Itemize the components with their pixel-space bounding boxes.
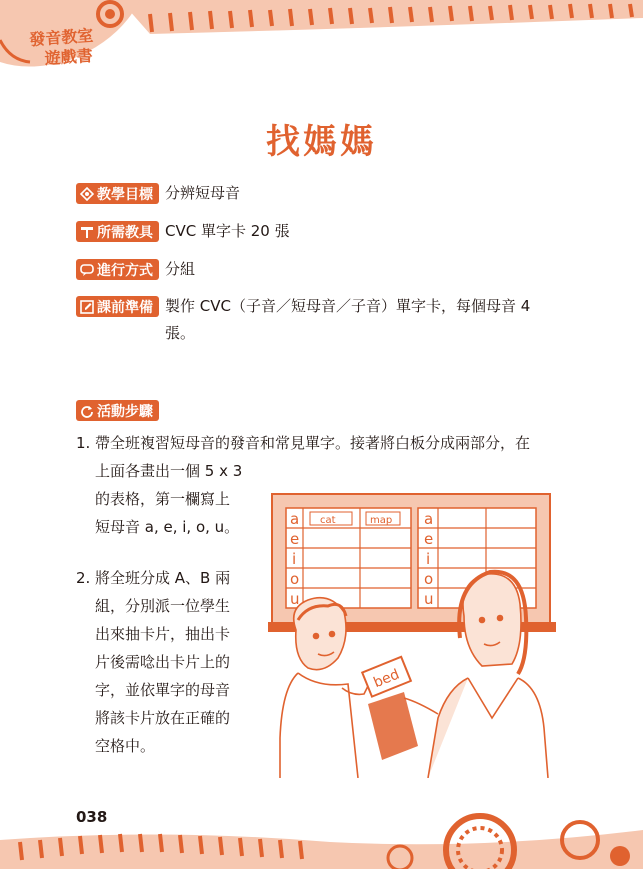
vowel-o-left: o [290, 570, 300, 588]
series-title-line2: 遊戲書 [44, 45, 94, 69]
steps-badge [76, 400, 159, 421]
vowel-u-right: u [424, 590, 434, 608]
vowel-i-right: i [426, 550, 431, 568]
vowel-o-right: o [424, 570, 434, 588]
pencil-icon [80, 300, 94, 314]
page-number: 038 [76, 808, 108, 826]
preparation-text [165, 293, 565, 347]
step-1-number: 1. [76, 434, 91, 452]
materials-badge [76, 221, 159, 242]
materials-text: CVC 單字卡 20 張 [165, 222, 290, 240]
info-row-objective [76, 183, 240, 207]
objective-text: 分辨短母音 [165, 184, 241, 202]
card-map: map [370, 515, 393, 526]
preparation-badge [76, 296, 159, 317]
preparation-text-line1: 製作 CVC（子音／短母音／子音）單字卡，每個母音 4 [165, 297, 531, 315]
preparation-text-line2: 張。 [165, 324, 196, 342]
objective-label: 教學目標 [97, 186, 153, 203]
card-cat: cat [320, 515, 336, 526]
step-2-line5: 字，並依單字的母音 [95, 681, 231, 699]
step-2-line2: 組，分別派一位學生 [95, 597, 231, 615]
step-1-line4: 短母音 a, e, i, o, u。 [95, 518, 240, 536]
page-title: 找媽媽 [266, 122, 377, 162]
info-row-preparation [76, 296, 565, 347]
tool-icon [80, 225, 94, 239]
materials-label: 所需教具 [97, 224, 153, 241]
vowel-i-left: i [292, 550, 297, 568]
step-2-line3: 出來抽卡片，抽出卡 [95, 625, 231, 643]
bottom-decorative-band [0, 800, 643, 869]
steps-label: 活動步驟 [97, 403, 153, 420]
vowel-e-left: e [290, 530, 300, 548]
method-label: 進行方式 [97, 262, 153, 279]
step-2-line6: 將該卡片放在正確的 [95, 709, 231, 727]
info-row-materials [76, 221, 290, 245]
vowel-a-left: a [290, 510, 300, 528]
target-icon [80, 187, 94, 201]
step-1-line3: 的表格，第一欄寫上 [95, 490, 231, 508]
step-2-number: 2. [76, 569, 91, 587]
speech-bubble-icon [80, 263, 94, 277]
step-1-line2: 上面各畫出一個 5 x 3 [95, 462, 243, 480]
vowel-u-left: u [290, 590, 300, 608]
step-1-line1: 帶全班複習短母音的發音和常見單字。接著將白板分成兩部分，在 [95, 434, 531, 452]
method-text: 分組 [165, 260, 196, 278]
vowel-a-right: a [424, 510, 434, 528]
card-bed: bed [371, 666, 402, 692]
series-title-line1: 發音教室 [28, 25, 94, 50]
info-row-method [76, 259, 195, 283]
step-2-line7: 空格中。 [95, 737, 156, 755]
step-2-text [95, 564, 255, 760]
series-title [29, 22, 151, 70]
step-2-line1: 將全班分成 A、B 兩 [95, 569, 231, 587]
cycle-icon [80, 404, 94, 418]
method-badge [76, 259, 159, 280]
classroom-illustration [268, 488, 556, 778]
preparation-label: 課前準備 [97, 299, 153, 316]
objective-badge [76, 183, 159, 204]
vowel-e-right: e [424, 530, 434, 548]
step-2-line4: 片後需唸出卡片上的 [95, 653, 231, 671]
